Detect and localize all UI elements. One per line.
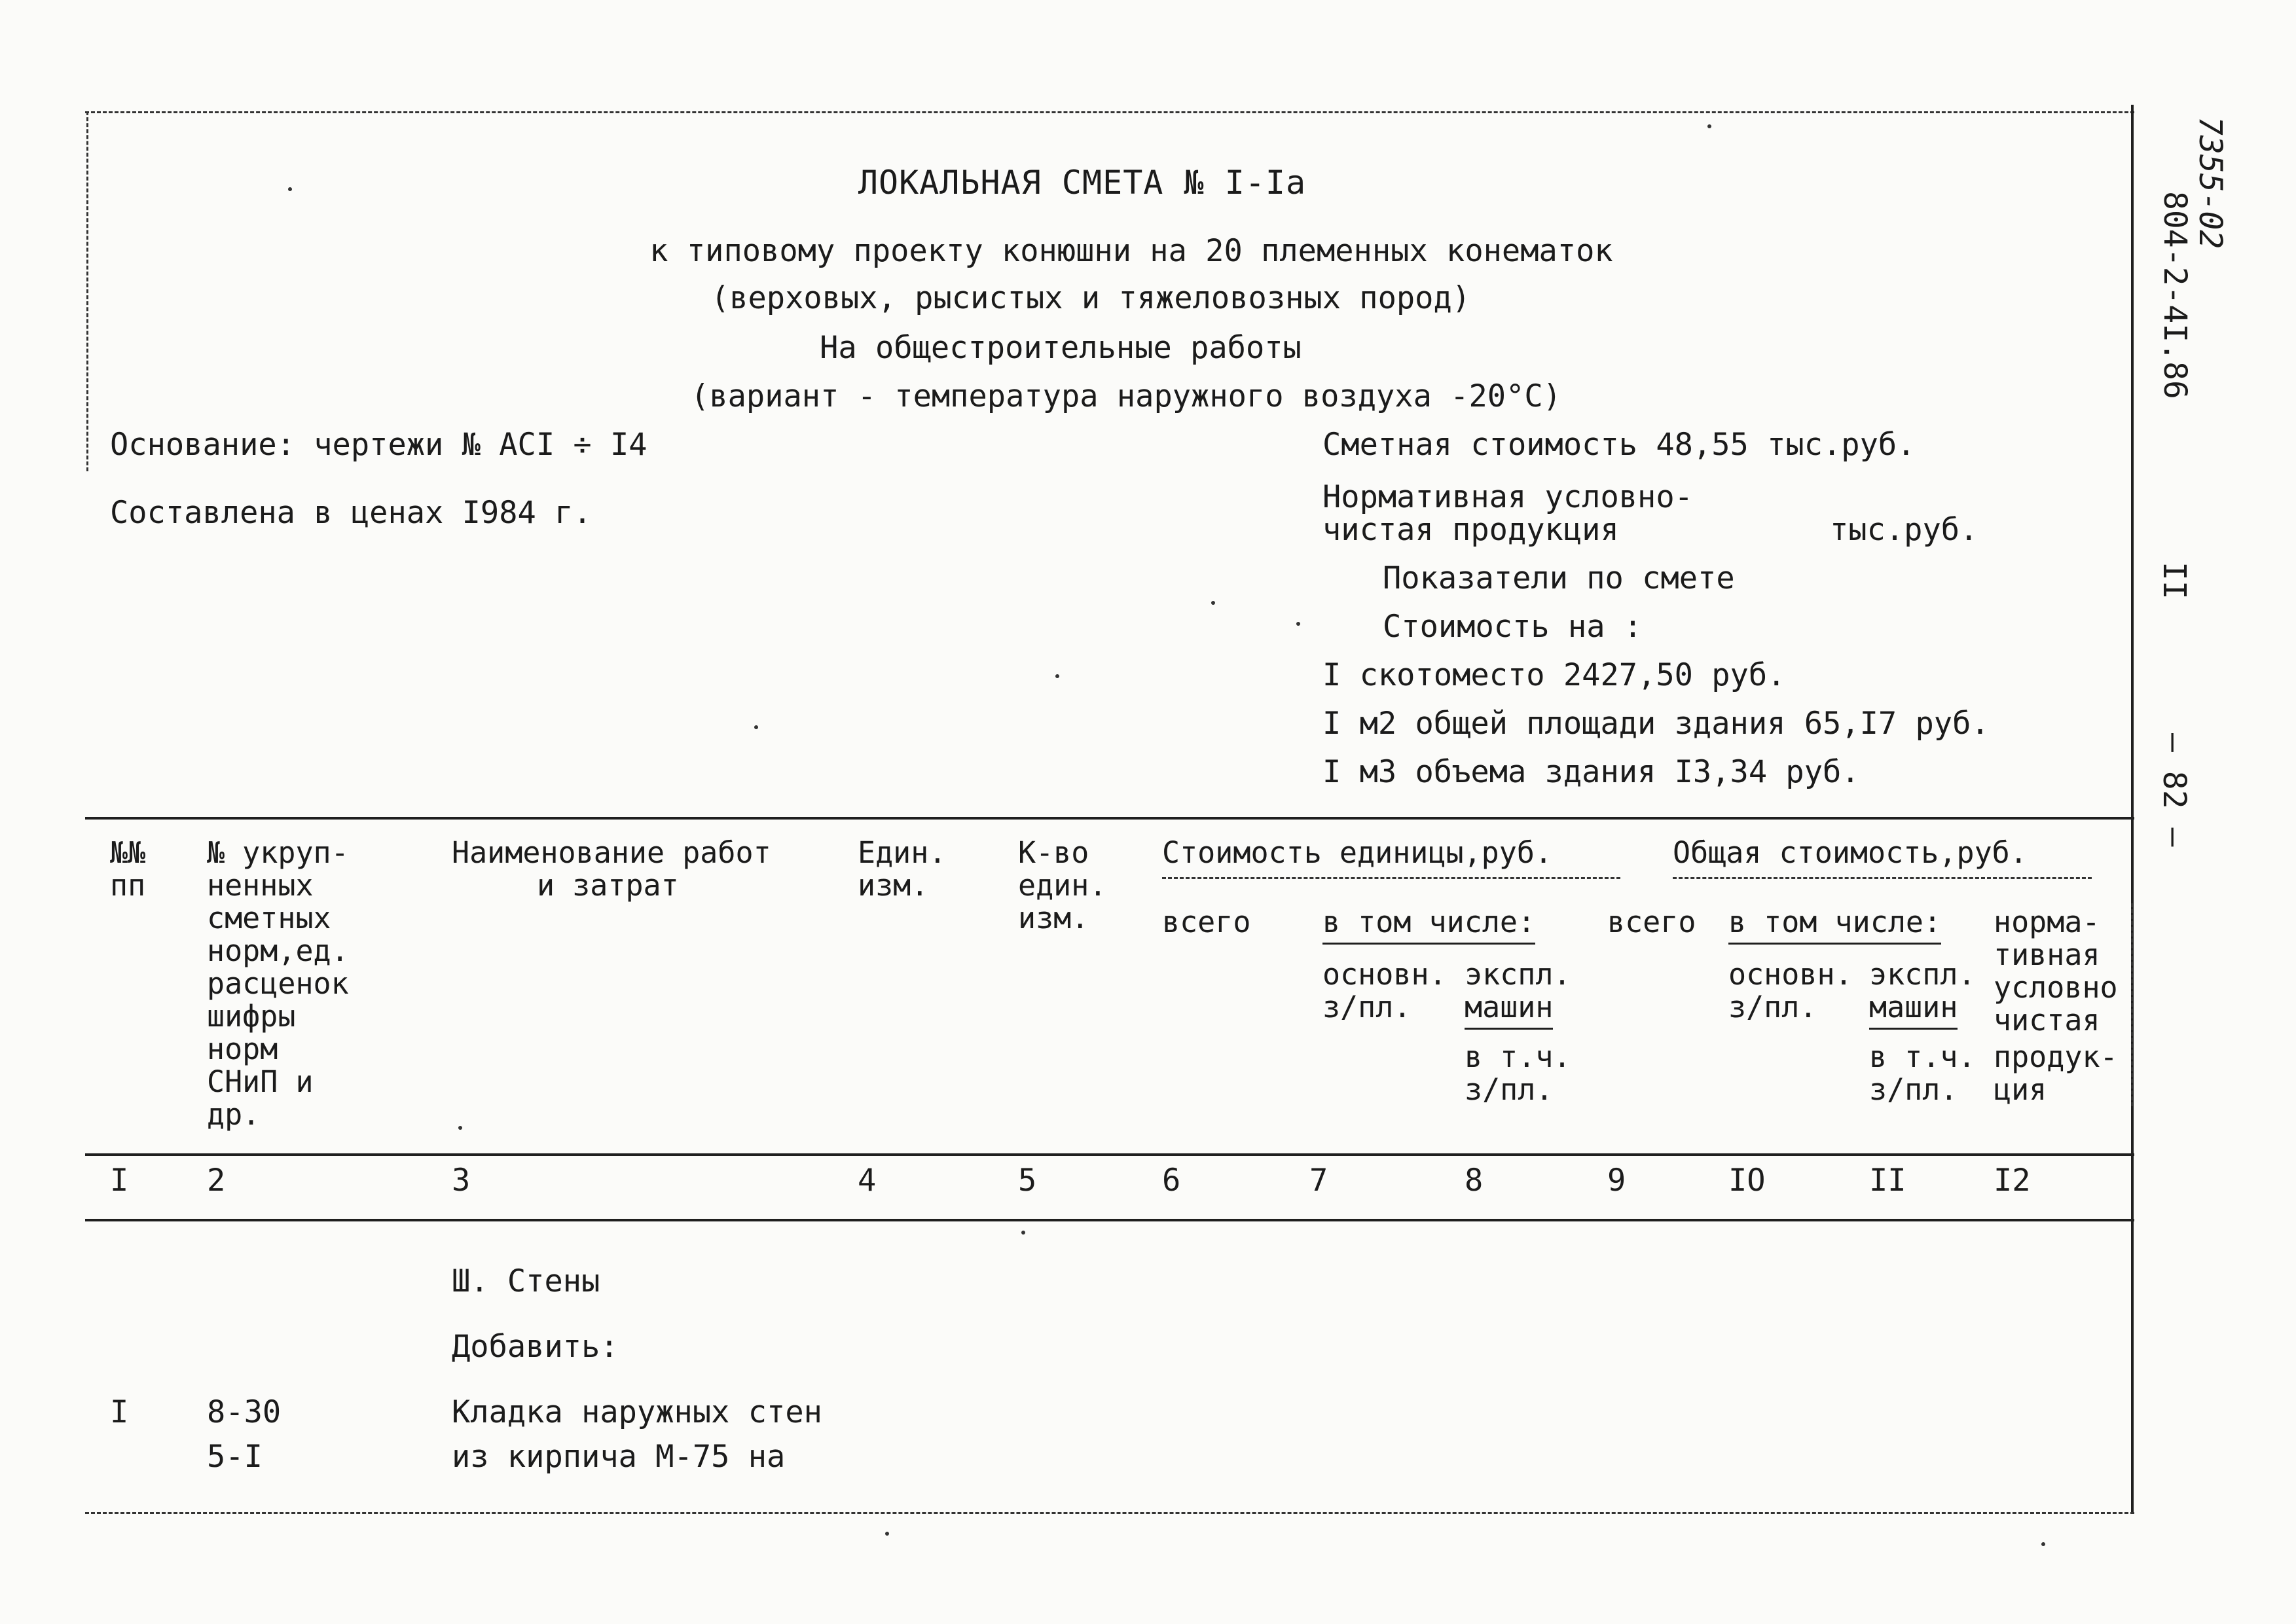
left-border [86,111,88,471]
header-col1-line-2: пп [110,868,146,903]
header-unit-machines-wage-1: в т.ч. [1465,1039,1571,1074]
header-col5-line-3: изм. [1018,901,1089,935]
subtitle-line-3: На общестроительные работы [820,330,1302,366]
header-total-machines-wage-2: з/пл. [1869,1072,1958,1107]
cost-per-m3: I м3 объема здания I3,34 руб. [1322,754,1860,790]
header-total-basic-wage-1: основн. [1728,957,1853,992]
scan-speck [1211,601,1215,605]
row-code-2: 5-I [207,1439,263,1475]
header-unit-basic-wage-2: з/пл. [1322,990,1412,1024]
header-unit-machines-2: машин [1465,991,1553,1030]
bottom-border [85,1512,2134,1514]
header-unit-cost: Стоимость единицы,руб. [1162,835,1553,870]
header-total-all: всего [1607,905,1696,939]
scan-speck [2041,1542,2045,1546]
header-unit-all: всего [1162,905,1251,939]
column-number-10: IO [1728,1163,1766,1199]
header-col2-line-6: шифры [207,999,296,1034]
header-col3-line-2: и затрат [537,868,679,903]
column-number-6: 6 [1162,1163,1181,1199]
normative-line-1: Нормативная условно- [1322,479,1693,515]
column-number-2: 2 [207,1163,226,1199]
scan-speck [1296,622,1300,626]
row-number: I [110,1394,129,1430]
header-col2-line-1: № укруп- [207,835,349,870]
estimated-cost: Сметная стоимость 48,55 тыс.руб. [1322,427,1916,463]
header-col2-line-8: СНиП и [207,1064,314,1099]
scan-speck [1707,124,1711,128]
column-number-12: I2 [1994,1163,2031,1199]
column-number-4: 4 [858,1163,877,1199]
normative-line-2: чистая продукция [1322,512,1619,548]
header-col2-line-4: норм,ед. [207,933,349,968]
header-total-machines-wage-1: в т.ч. [1869,1039,1976,1074]
header-normative-2: тивная [1994,937,2100,972]
cost-per-head: I скотоместо 2427,50 руб. [1322,657,1786,693]
header-col2-line-2: ненных [207,868,314,903]
header-col2-line-3: сметных [207,901,331,935]
header-col1-line-1: №№ [110,835,146,870]
unit-cost-underline [1162,877,1620,879]
column-number-5: 5 [1018,1163,1037,1199]
subtitle-line-2: (верховых, рысистых и тяжеловозных пород) [710,280,1471,316]
header-normative-6: ция [1994,1072,2047,1107]
scan-speck [1021,1231,1025,1235]
basis-text: Основание: чертежи № АСI ÷ I4 [110,427,647,463]
header-total-including: в том числе: [1728,906,1941,945]
table-top-line [85,817,2134,820]
header-normative-1: норма- [1994,905,2100,939]
header-col2-line-9: др. [207,1097,261,1132]
scan-speck [885,1532,889,1536]
normative-divider [2131,903,2133,1106]
header-total-machines-1: экспл. [1869,957,1976,992]
header-col5-line-1: К-во [1018,835,1089,870]
subtitle-line-4: (вариант - температура наружного воздуха -20°С) [691,378,1561,414]
row-name-1: Кладка наружных стен [452,1394,822,1430]
column-number-7: 7 [1309,1163,1328,1199]
header-col4-line-2: изм. [858,868,929,903]
header-unit-basic-wage-1: основн. [1322,957,1447,992]
total-cost-underline [1673,877,2092,879]
column-number-8: 8 [1465,1163,1484,1199]
header-col4-line-1: Един. [858,835,947,870]
scan-speck [288,187,292,191]
add-label: Добавить: [452,1329,619,1365]
side-code-1: 7355-02 [2192,117,2229,249]
subtitle-line-1: к типовому проекту конюшни на 20 племенных конематок [649,233,1613,269]
header-bottom-line [85,1153,2134,1156]
numbers-bottom-line [85,1219,2134,1221]
header-total-cost: Общая стоимость,руб. [1673,835,2028,870]
header-normative-4: чистая [1994,1003,2100,1038]
side-code-2: 804-2-4I.86 [2157,191,2193,399]
column-number-9: 9 [1607,1163,1626,1199]
document-title: ЛОКАЛЬНАЯ СМЕТА № I-Ia [858,164,1307,202]
scan-speck [1055,674,1059,678]
top-border [85,111,2134,113]
header-unit-machines-wage-2: з/пл. [1465,1072,1554,1107]
column-number-1: I [110,1163,129,1199]
header-normative-3: условно [1994,970,2118,1005]
normative-unit: тыс.руб. [1830,512,1978,548]
scan-speck [458,1126,462,1130]
section-heading: Ш. Стены [452,1263,600,1299]
indicators-heading: Показатели по смете [1383,560,1735,596]
side-page: — 82 — [2156,733,2193,847]
header-col2-line-5: расценок [207,966,349,1001]
header-unit-machines-1: экспл. [1465,957,1571,992]
header-normative-5: продук- [1994,1039,2118,1074]
header-total-basic-wage-2: з/пл. [1728,990,1817,1024]
column-number-3: 3 [452,1163,471,1199]
cost-per-heading: Стоимость на : [1383,609,1643,645]
header-unit-including: в том числе: [1322,906,1535,945]
cost-per-m2: I м2 общей площади здания 65,I7 руб. [1322,706,1990,742]
header-col3-line-1: Наименование работ [452,835,771,870]
row-code-1: 8-30 [207,1394,282,1430]
header-col5-line-2: един. [1018,868,1107,903]
side-album: II [2156,562,2193,600]
header-col2-line-7: норм [207,1032,278,1066]
row-name-2: из кирпича М-75 на [452,1439,786,1475]
column-number-11: II [1869,1163,1906,1199]
right-border [2131,105,2134,1512]
scan-speck [754,725,758,729]
header-total-machines-2: машин [1869,991,1958,1030]
prices-text: Составлена в ценах I984 г. [110,495,592,531]
